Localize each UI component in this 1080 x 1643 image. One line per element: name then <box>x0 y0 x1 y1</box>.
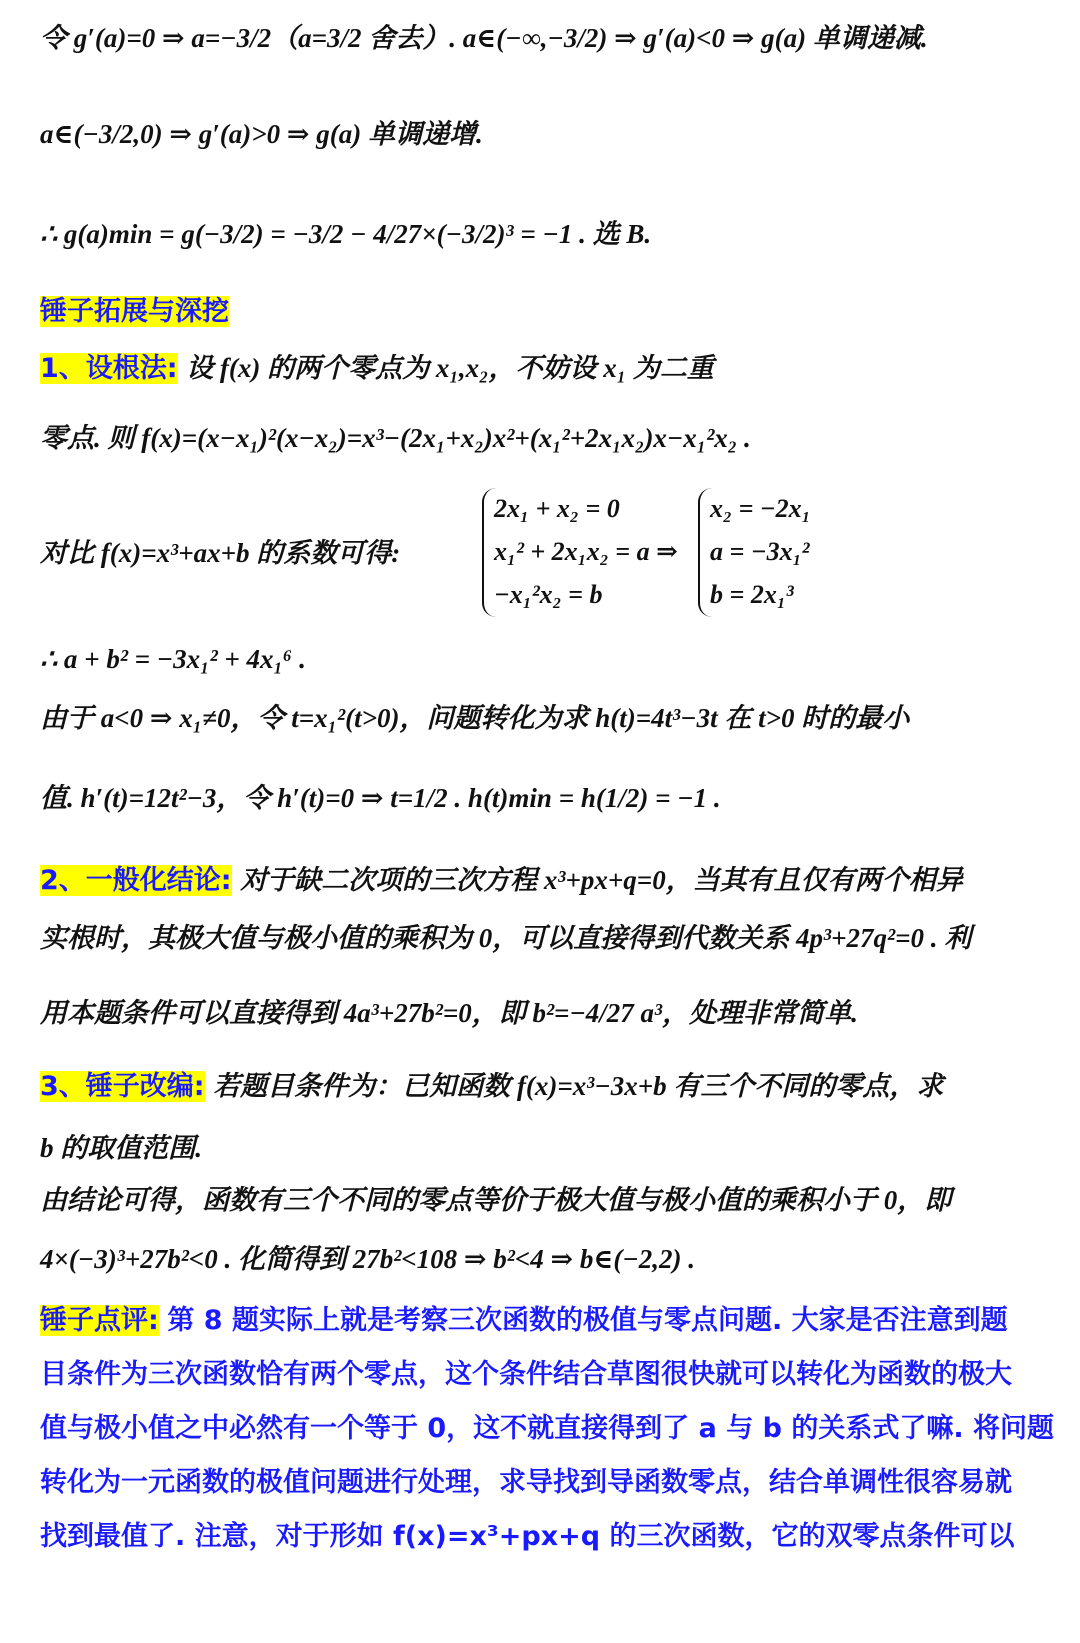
method2-text: 对于缺二次项的三次方程 x³+px+q=0，当其有且仅有两个相异 <box>240 865 963 895</box>
review-line-4: 转化为一元函数的极值问题进行处理，求导找到导函数零点，结合单调性很容易就 <box>40 1467 1012 1498</box>
method3-line-3: 由结论可得，函数有三个不同的零点等价于极大值与极小值的乘积小于 0，即 <box>40 1185 952 1215</box>
method3-label: 3、锤子改编: <box>40 1071 205 1102</box>
method1-line-2: 零点. 则 f(x)=(x−x₁)²(x−x₂)=x³−(2x₁+x₂)x²+(x₁²+2x₁x₂)x−x₁²x₂ . <box>40 423 751 453</box>
method3-text: 若题目条件为：已知函数 f(x)=x³−3x+b 有三个不同的零点，求 <box>213 1071 944 1101</box>
solution-line-3: ∴ g(a)min = g(−3/2) = −3/2 − 4/27×(−3/2)³ = −1 . 选 B. <box>40 219 652 249</box>
method2-label: 2、一般化结论: <box>40 865 232 896</box>
solution-line-1: 令 g′(a)=0 ⇒ a=−3/2（a=3/2 舍去）. a∈(−∞,−3/2) ⇒ g′(a)<0 ⇒ g(a) 单调递减. <box>40 23 928 53</box>
solution-line-2: a∈(−3/2,0) ⇒ g′(a)>0 ⇒ g(a) 单调递增. <box>40 119 483 149</box>
method2-line-1 <box>40 864 1060 897</box>
system-right-row: b = 2x₁³ <box>710 579 794 609</box>
review-line-1 <box>40 1305 1060 1337</box>
method2-line-3: 用本题条件可以直接得到 4a³+27b²=0，即 b²=−4/27 a³，处理非常简单. <box>40 998 858 1028</box>
method3-line-4: 4×(−3)³+27b²<0 . 化简得到 27b²<108 ⇒ b²<4 ⇒ b∈(−2,2) . <box>40 1244 695 1274</box>
section-heading: 锤子拓展与深挖 <box>40 296 229 327</box>
method1-label: 1、设根法: <box>40 353 178 384</box>
method1-line-1 <box>40 352 1060 385</box>
equation-system-right <box>698 488 811 617</box>
review-line-2: 目条件为三次函数恰有两个零点，这个条件结合草图很快就可以转化为函数的极大 <box>40 1359 1012 1390</box>
method1-since: 由于 a<0 ⇒ x₁≠0，令 t=x₁²(t>0)，问题转化为求 h(t)=4t³−3t 在 t>0 时的最小 <box>40 703 910 733</box>
method1-sum: ∴ a + b² = −3x₁² + 4x₁⁶ . <box>40 644 306 674</box>
system-right-row: x₂ = −2x₁ <box>710 494 811 523</box>
system-left-row: x₁² + 2x₁x₂ = a ⇒ <box>494 536 678 566</box>
method1-value: 值. h′(t)=12t²−3，令 h′(t)=0 ⇒ t=1/2 . h(t)min = h(1/2) = −1 . <box>40 783 721 813</box>
method3-line-1 <box>40 1070 1060 1103</box>
equation-system-left <box>482 488 678 617</box>
review-line-3: 值与极小值之中必然有一个等于 0，这不就直接得到了 a 与 b 的关系式了嘛. 将问题 <box>40 1413 1054 1444</box>
method2-line-2: 实根时，其极大值与极小值的乘积为 0，可以直接得到代数关系 4p³+27q²=0 . 利 <box>40 923 972 953</box>
section-heading-line <box>40 296 1060 328</box>
system-right-row: a = −3x₁² <box>710 536 810 566</box>
method1-text: 设 f(x) 的两个零点为 x₁,x₂，不妨设 x₁ 为二重 <box>186 353 714 383</box>
review-label: 锤子点评: <box>40 1305 159 1336</box>
system-left-row: 2x₁ + x₂ = 0 <box>494 494 620 523</box>
method3-line-2: b 的取值范围. <box>40 1133 202 1163</box>
review-text: 第 8 题实际上就是考察三次函数的极值与零点问题. 大家是否注意到题 <box>167 1305 1008 1336</box>
review-line-5: 找到最值了. 注意，对于形如 f(x)=x³+px+q 的三次函数，它的双零点条件可以 <box>40 1521 1015 1552</box>
method1-compare: 对比 f(x)=x³+ax+b 的系数可得: <box>40 538 401 568</box>
system-left-row: −x₁²x₂ = b <box>494 579 603 609</box>
